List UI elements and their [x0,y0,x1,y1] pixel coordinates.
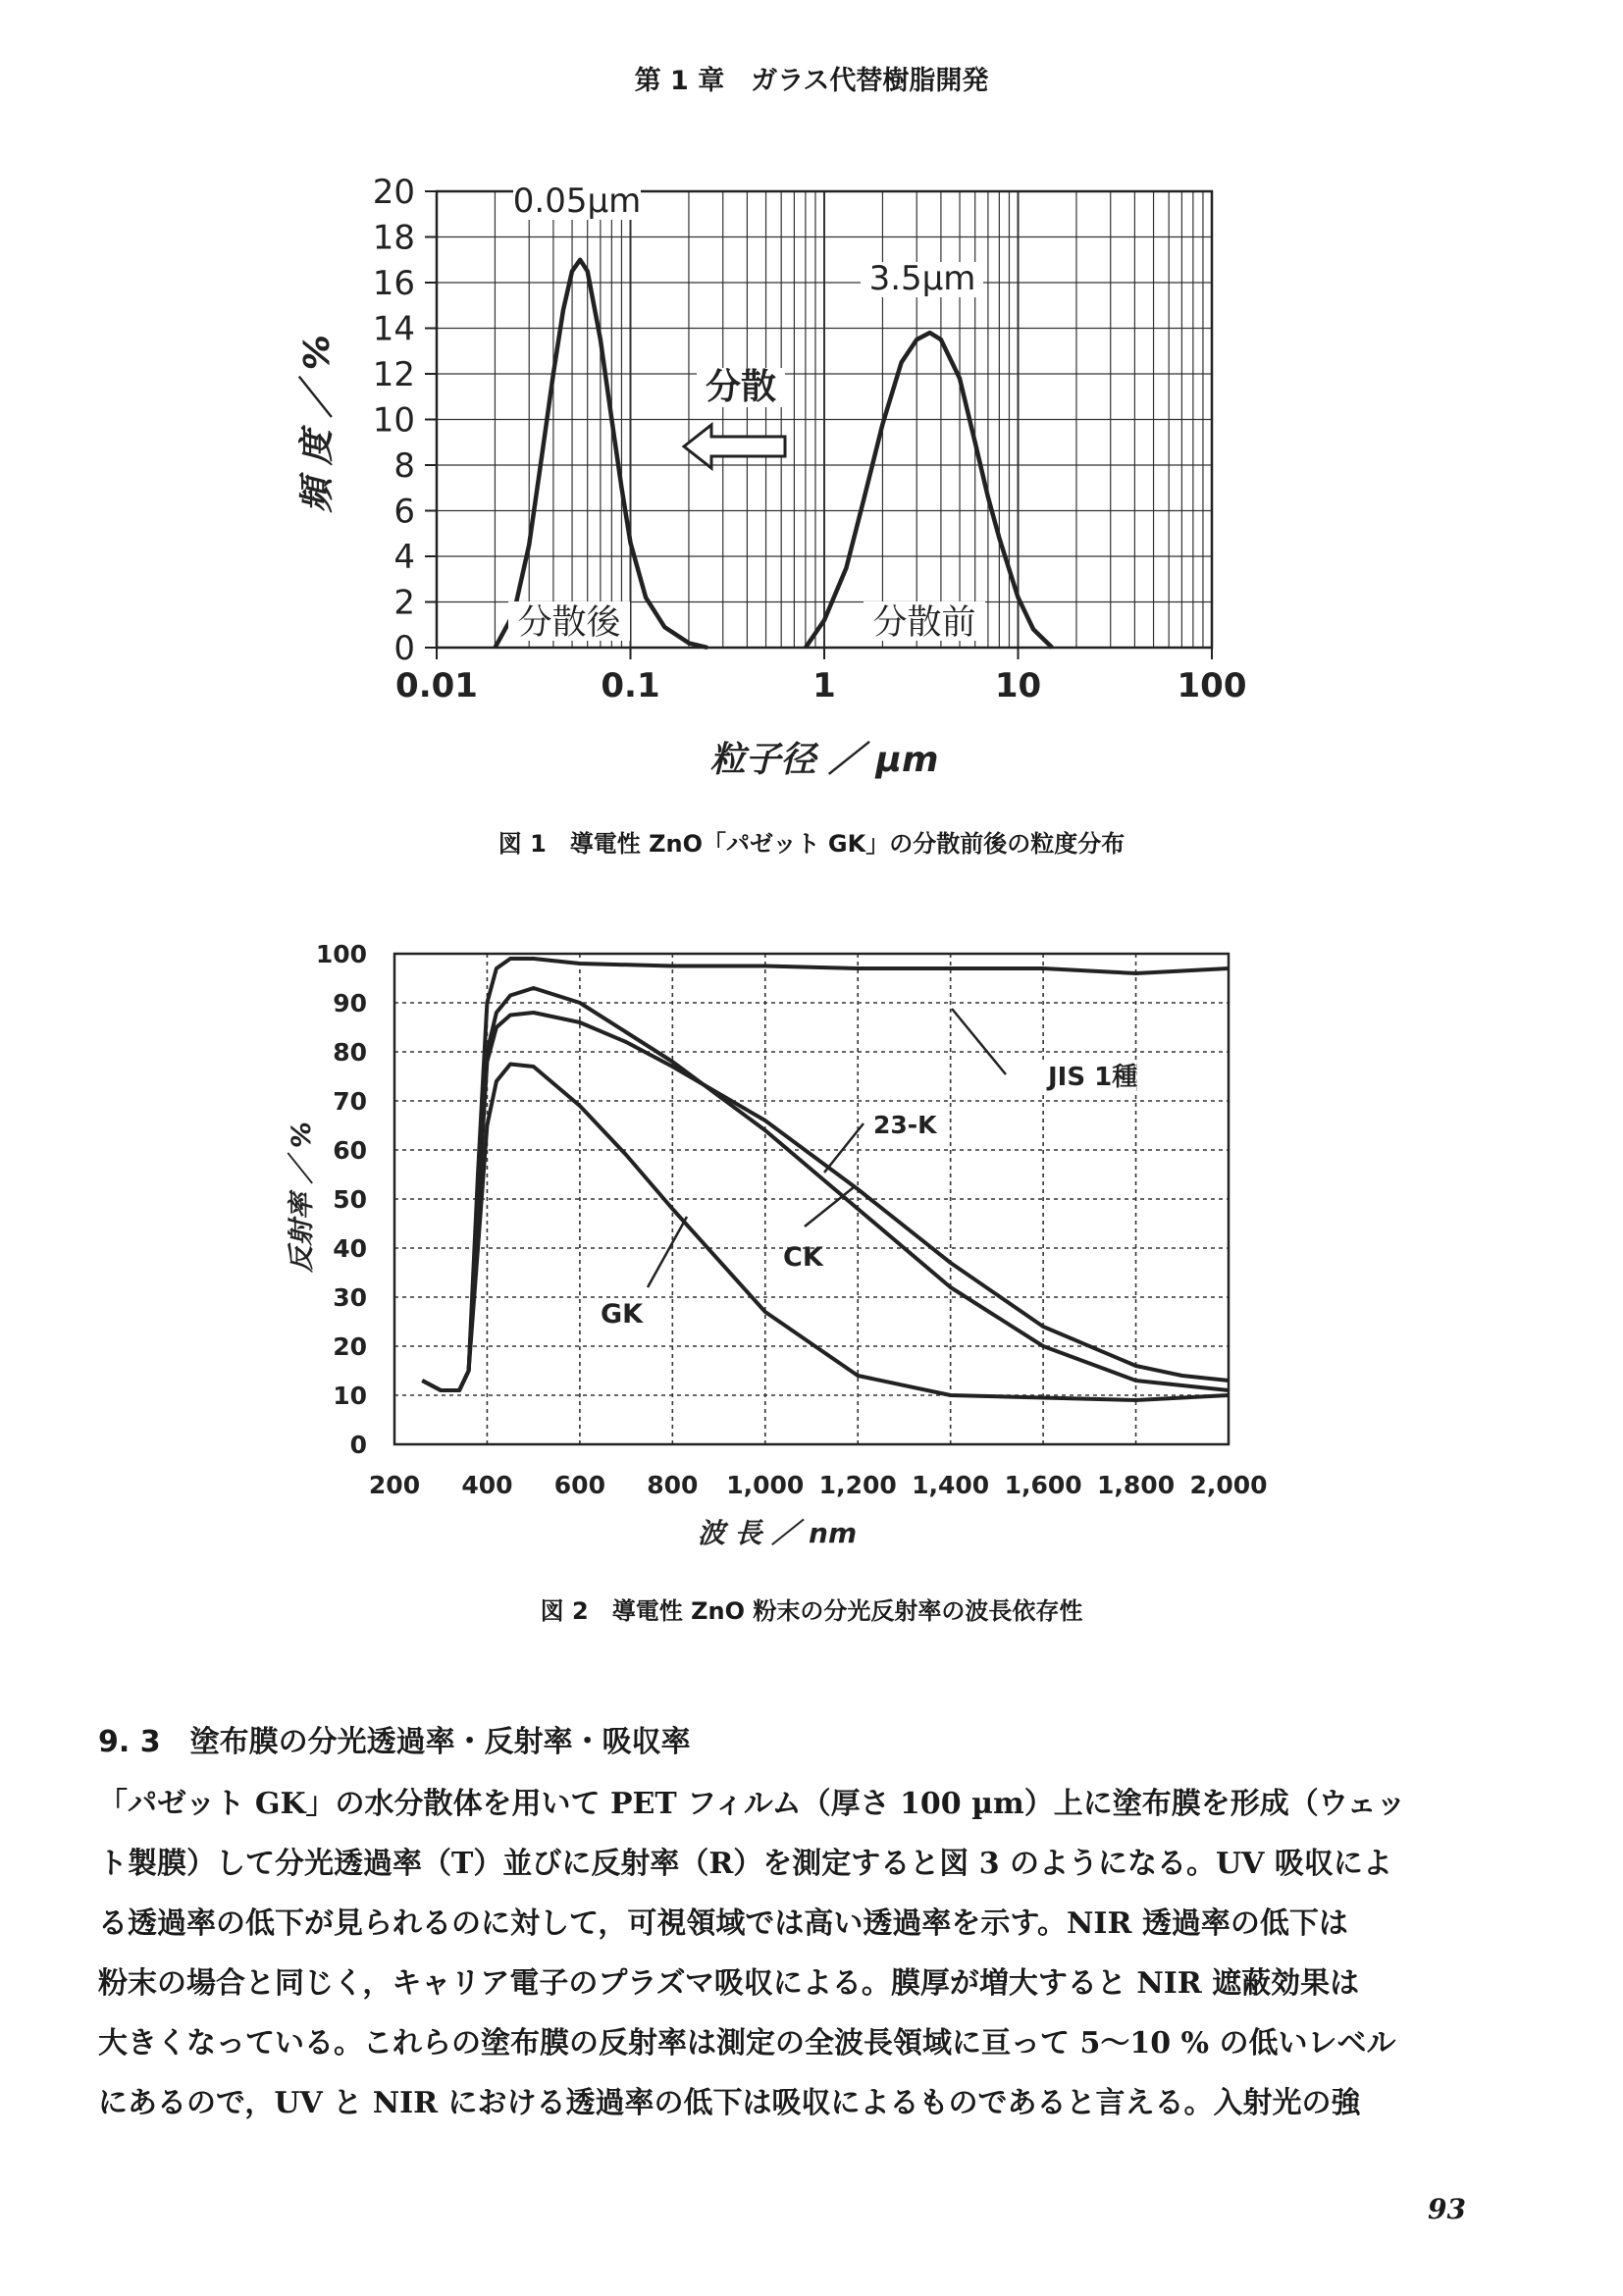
figure1-x-ticks [395,648,1246,705]
figure2-series-line-0 [422,959,1229,1390]
figure1-series-line-0 [496,260,708,648]
figure2-y-ticks [316,940,367,1459]
figure2-y-tick-label: 30 [333,1283,367,1312]
peak-large-label: 3.5µm [868,259,976,298]
figure2-x-ticks [369,1471,1268,1499]
figure1-x-axis-label: 粒子径 ／ µm [709,740,939,780]
figure2-x-tick-label: 1,200 [818,1471,897,1499]
figure2-x-tick-label: 800 [647,1471,699,1499]
body-paragraph [98,1774,1482,2133]
body-line: 粉末の場合と同じく，キャリア電子のプラズマ吸収による。膜厚が増大すると NIR 遮蔽効果は [98,1966,1360,2001]
peak-small-label: 0.05µm [512,182,642,221]
figure2-y-tick-label: 50 [333,1185,367,1214]
figure2-y-axis-label: 反射率 ／ % [287,1122,317,1273]
body-line: る透過率の低下が見られるのに対して，可視領域では高い透過率を示す。NIR 透過率の低下は [98,1906,1348,1941]
figure1-x-tick-label: 100 [1177,666,1247,705]
figure1-y-tick-label: 16 [372,264,415,303]
series-label-after: 分散後 [517,603,621,643]
figure2-y-tick-label: 40 [333,1234,367,1263]
figure1-y-tick-label: 14 [372,309,415,349]
figure1-series-line-1 [806,333,1052,648]
figure2-x-tick-label: 1,600 [1004,1471,1082,1499]
series-label-23k: 23-K [873,1111,937,1139]
leader-ck [805,1187,854,1226]
figure1-x-tick-label: 10 [994,666,1042,705]
figure1-y-tick-label: 0 [393,629,415,668]
dispersion-arrow [684,425,785,468]
figure2-x-tick-label: 2,000 [1189,1471,1268,1499]
figure1-y-tick-label: 8 [393,446,415,486]
figure2-x-tick-label: 400 [461,1471,513,1499]
figure2-series-line-3 [422,1065,1229,1401]
body-line: ト製膜）して分光透過率（T）並びに反射率（R）を測定すると図 3 のようになる。UV 吸収によ [98,1847,1392,1881]
figure1-y-tick-label: 6 [393,492,415,532]
figure2-x-tick-label: 1,400 [912,1471,990,1499]
body-line: 大きくなっている。これらの塗布膜の反射率は測定の全波長領域に亘って 5〜10 % の低いレベル [98,2026,1396,2061]
figure1-y-axis-label: 頻 度 ／ % [297,335,338,513]
body-line: 「パゼット GK」の水分散体を用いて PET フィルム（厚さ 100 µm）上に塗布膜を形成（ウェッ [98,1787,1406,1821]
section-heading: 9. 3 塗布膜の分光透過率・反射率・吸収率 [98,1725,691,1759]
figure1-chart [275,167,1276,814]
series-label-jis: JIS 1種 [1048,1063,1138,1092]
figure2-x-tick-label: 1,000 [726,1471,805,1499]
series-label-ck: CK [783,1242,823,1273]
figure2-y-tick-label: 70 [333,1087,367,1116]
figure1-caption: 図 1 導電性 ZnO「パゼット GK」の分散前後の粒度分布 [497,830,1126,858]
figure1-y-tick-label: 4 [393,538,415,577]
leader-23k [824,1123,864,1173]
figure1-y-tick-label: 10 [372,400,415,441]
figure1-x-tick-label: 0.1 [601,666,660,705]
figure2-x-tick-label: 200 [368,1471,421,1499]
page-number: 93 [1428,2193,1466,2225]
figure1-y-tick-label: 12 [372,355,415,394]
figure2-x-axis-label: 波 長 ／ nm [697,1517,858,1549]
figure2-y-tick-label: 10 [333,1382,367,1410]
leader-jis [952,1009,1006,1074]
figure2-caption: 図 2 導電性 ZnO 粉末の分光反射率の波長依存性 [540,1597,1083,1625]
running-header: 第 1 章 ガラス代替樹脂開発 [634,66,989,96]
figure2-chart [275,932,1285,1560]
figure2-x-tick-label: 600 [553,1471,605,1499]
figure2-series [422,959,1229,1400]
body-line: にあるので，UV と NIR における透過率の低下は吸収によるものであると言える。入射光の強 [98,2086,1361,2120]
arrow-label: 分散 [705,367,777,407]
figure2-series-line-1 [422,988,1229,1390]
figure2-x-tick-label: 1,800 [1097,1471,1176,1499]
figure2-y-tick-label: 80 [333,1038,367,1067]
figure2-y-tick-label: 0 [349,1431,367,1459]
figure2-y-tick-label: 90 [333,989,367,1018]
figure1-grid [437,191,1212,648]
figure2-y-tick-label: 60 [333,1136,367,1165]
figure1-y-tick-label: 18 [372,218,415,258]
figure1-y-ticks [373,173,437,668]
figure2-y-tick-label: 20 [333,1332,367,1361]
leader-gk [648,1217,687,1287]
series-label-before: 分散前 [872,603,976,643]
figure1-y-tick-label: 20 [372,173,415,212]
series-label-gk: GK [601,1299,644,1330]
figure1-x-tick-label: 1 [812,666,836,705]
figure2-y-tick-label: 100 [315,940,367,968]
figure2-grid [394,954,1229,1444]
figure1-y-tick-label: 2 [393,583,415,623]
figure1-x-tick-label: 0.01 [395,666,478,705]
